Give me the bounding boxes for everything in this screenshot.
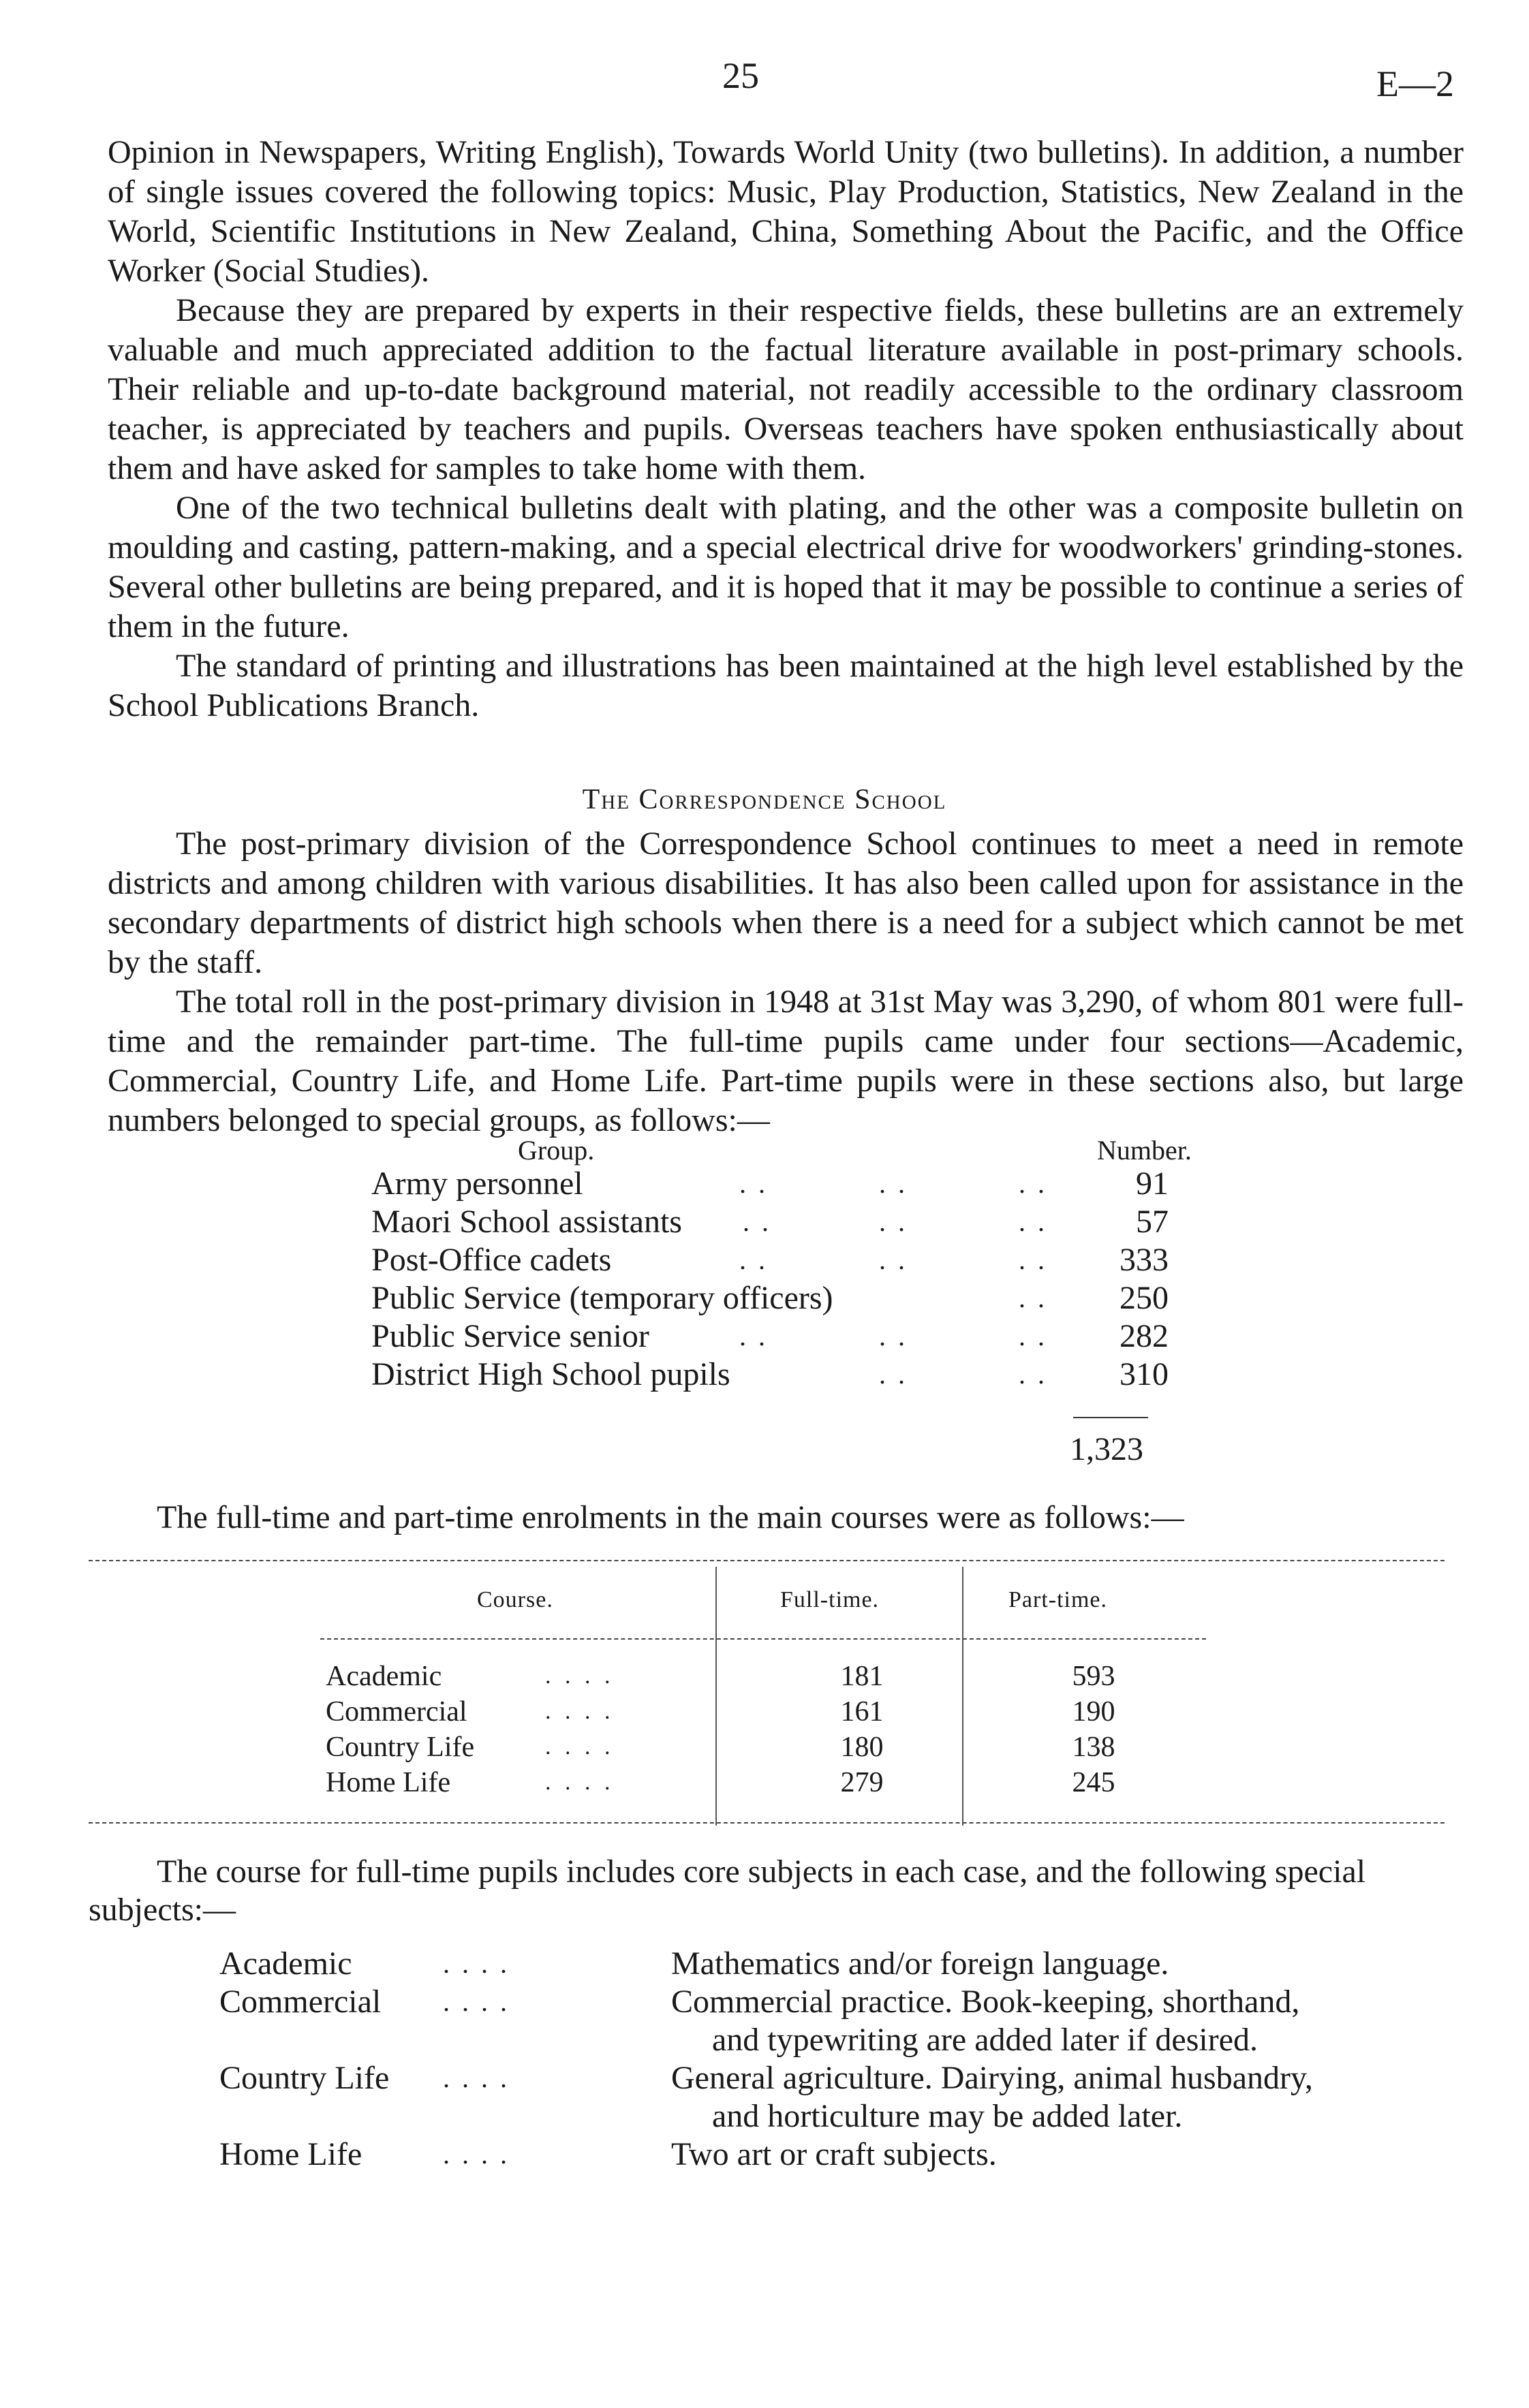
group-number: 282 (1119, 1318, 1169, 1354)
leader-dots: . . (879, 1359, 908, 1390)
course-column-header: Course. (477, 1587, 553, 1612)
full-time-column-header: Full-time. (780, 1587, 880, 1612)
full-time-value: 181 (840, 1661, 884, 1692)
bulletins-text-block (108, 133, 1464, 725)
leader-dots: . . . . (545, 1770, 615, 1795)
part-time-value: 245 (1072, 1767, 1115, 1798)
leader-dots: . . . . (545, 1734, 615, 1760)
table-top-rule (89, 1560, 1445, 1561)
group-number: 250 (1119, 1280, 1169, 1316)
leader-dots: . . (739, 1168, 768, 1199)
course-table-intro: The full-time and part-time enrolments in the main courses were as follows:— (157, 1499, 1184, 1535)
leader-dots: . . . . (443, 1948, 510, 1979)
paragraph: One of the two technical bulletins dealt with plating, and the other was a composite bulletin on moulding and casting, pattern-making, and a special electrical drive for woodworkers' grinding-stones. Several other bulletins are being prepared, and it is hoped that it may be possible to continue a series of them in the future. (108, 490, 1464, 644)
subject-course: Commercial (219, 1984, 382, 2020)
leader-dots: . . . . (443, 2063, 510, 2093)
paragraph: Because they are prepared by experts in their respective fields, these bulletins are an extremely valuable and much appreciated addition to the factual literature available in post-primary schools. Their reliable and up-to-date background material, not readily accessible to the ordinary classroom teacher, is appreciated by teachers and pupils. Overseas teachers have spoken enthusiastically about them and have asked for samples to take home with them. (108, 292, 1464, 486)
leader-dots: . . (1019, 1206, 1047, 1237)
subject-description (671, 2059, 1441, 2136)
leader-dots: . . (1019, 1321, 1047, 1351)
table-bottom-rule (89, 1822, 1445, 1824)
part-time-value: 190 (1072, 1696, 1115, 1727)
part-time-column-header: Part-time. (1008, 1587, 1108, 1612)
leader-dots: . . (879, 1321, 908, 1351)
course-name: Home Life (326, 1767, 451, 1798)
subject-line-continued: and typewriting are added later if desired. (712, 2022, 1258, 2058)
subjects-intro: The course for full-time pupils includes core subjects in each case, and the following special subjects:— (89, 1854, 1366, 1928)
document-reference: E—2 (1376, 63, 1454, 104)
group-number: 333 (1119, 1242, 1169, 1278)
subject-line: General agriculture. Dairying, animal husbandry, (671, 2060, 1313, 2096)
course-name: Academic (326, 1661, 442, 1692)
subject-course: Home Life (219, 2136, 362, 2172)
group-label: Public Service senior (371, 1318, 649, 1354)
group-label: Army personnel (371, 1166, 583, 1202)
group-column-header: Group. (518, 1135, 595, 1166)
subject-description (671, 1983, 1441, 2059)
group-row (371, 1279, 1209, 1317)
group-label: Maori School assistants (371, 1204, 682, 1240)
subject-line: Commercial practice. Book-keeping, shorthand, (671, 1984, 1300, 2020)
paragraph: The total roll in the post-primary division in 1948 at 31st May was 3,290, of whom 801 were full-time and the remainder part-time. The full-time pupils came under four sections—Academic, Commercial, Country Life, and Home Life. Part-time pupils were in these sections also, but large numbers belonged to special groups, as follows:— (108, 984, 1464, 1138)
leader-dots: . . (1019, 1245, 1047, 1275)
subject-description (671, 1945, 1441, 1983)
group-number: 310 (1119, 1356, 1169, 1392)
group-label: Post-Office cadets (371, 1242, 612, 1278)
table-row (0, 1730, 1529, 1765)
course-name: Commercial (326, 1696, 467, 1727)
part-time-value: 593 (1072, 1661, 1115, 1692)
table-row (0, 1765, 1529, 1800)
subject-line: Mathematics and/or foreign language. (671, 1945, 1169, 1982)
group-label: Public Service (temporary officers) (371, 1280, 833, 1316)
section-heading: The Correspondence School (582, 784, 947, 815)
group-row (371, 1356, 1209, 1394)
leader-dots: . . (739, 1245, 768, 1275)
course-name: Country Life (326, 1732, 475, 1763)
group-number: 91 (1136, 1166, 1169, 1202)
leader-dots: . . (879, 1245, 908, 1275)
full-time-value: 279 (840, 1767, 884, 1798)
subject-course: Academic (219, 1945, 352, 1982)
leader-dots: . . (1019, 1359, 1047, 1390)
leader-dots: . . (879, 1168, 908, 1199)
correspondence-text-block (108, 824, 1464, 1140)
number-column-header: Number. (1097, 1135, 1192, 1166)
header-rule (320, 1638, 1206, 1640)
leader-dots: . . (879, 1206, 908, 1237)
page-number: 25 (722, 55, 759, 96)
group-label: District High School pupils (371, 1356, 730, 1392)
leader-dots: . . (739, 1321, 768, 1351)
leader-dots: . . . . (545, 1663, 615, 1689)
group-row (371, 1317, 1209, 1356)
group-row (371, 1203, 1209, 1241)
paragraph: Opinion in Newspapers, Writing English), Towards World Unity (two bulletins). In addition, a number of single issues covered the following topics: Music, Play Production, Statistics, New Zealand in the World, Scientific Institutions in New Zealand, China, Something About the Pacific, and the Office Worker (Social Studies). (108, 134, 1464, 289)
subject-line: Two art or craft subjects. (671, 2136, 997, 2172)
full-time-value: 180 (840, 1732, 884, 1763)
group-row (371, 1241, 1209, 1279)
table-row (0, 1694, 1529, 1730)
group-row (371, 1165, 1209, 1203)
leader-dots: . . (743, 1206, 771, 1237)
leader-dots: . . . . (443, 2139, 510, 2170)
full-time-value: 161 (840, 1696, 884, 1727)
leader-dots: . . (1019, 1283, 1047, 1313)
table-row (0, 1659, 1529, 1694)
subject-course: Country Life (219, 2060, 390, 2096)
paragraph: The standard of printing and illustrations has been maintained at the high level established by the School Publications Branch. (108, 648, 1464, 723)
total-rule (1073, 1417, 1148, 1418)
paragraph: The post-primary division of the Correspondence School continues to meet a need in remote districts and among children with various disabilities. It has also been called upon for assistance in the secondary departments of district high schools when there is a need for a subject which cannot be met by the staff. (108, 826, 1464, 980)
leader-dots: . . . . (545, 1699, 615, 1724)
subject-description (671, 2136, 1441, 2174)
part-time-value: 138 (1072, 1732, 1115, 1763)
leader-dots: . . . . (443, 1986, 510, 2017)
group-total: 1,323 (1070, 1431, 1143, 1467)
subject-line-continued: and horticulture may be added later. (712, 2098, 1183, 2134)
group-number: 57 (1136, 1204, 1169, 1240)
leader-dots: . . (1019, 1168, 1047, 1199)
